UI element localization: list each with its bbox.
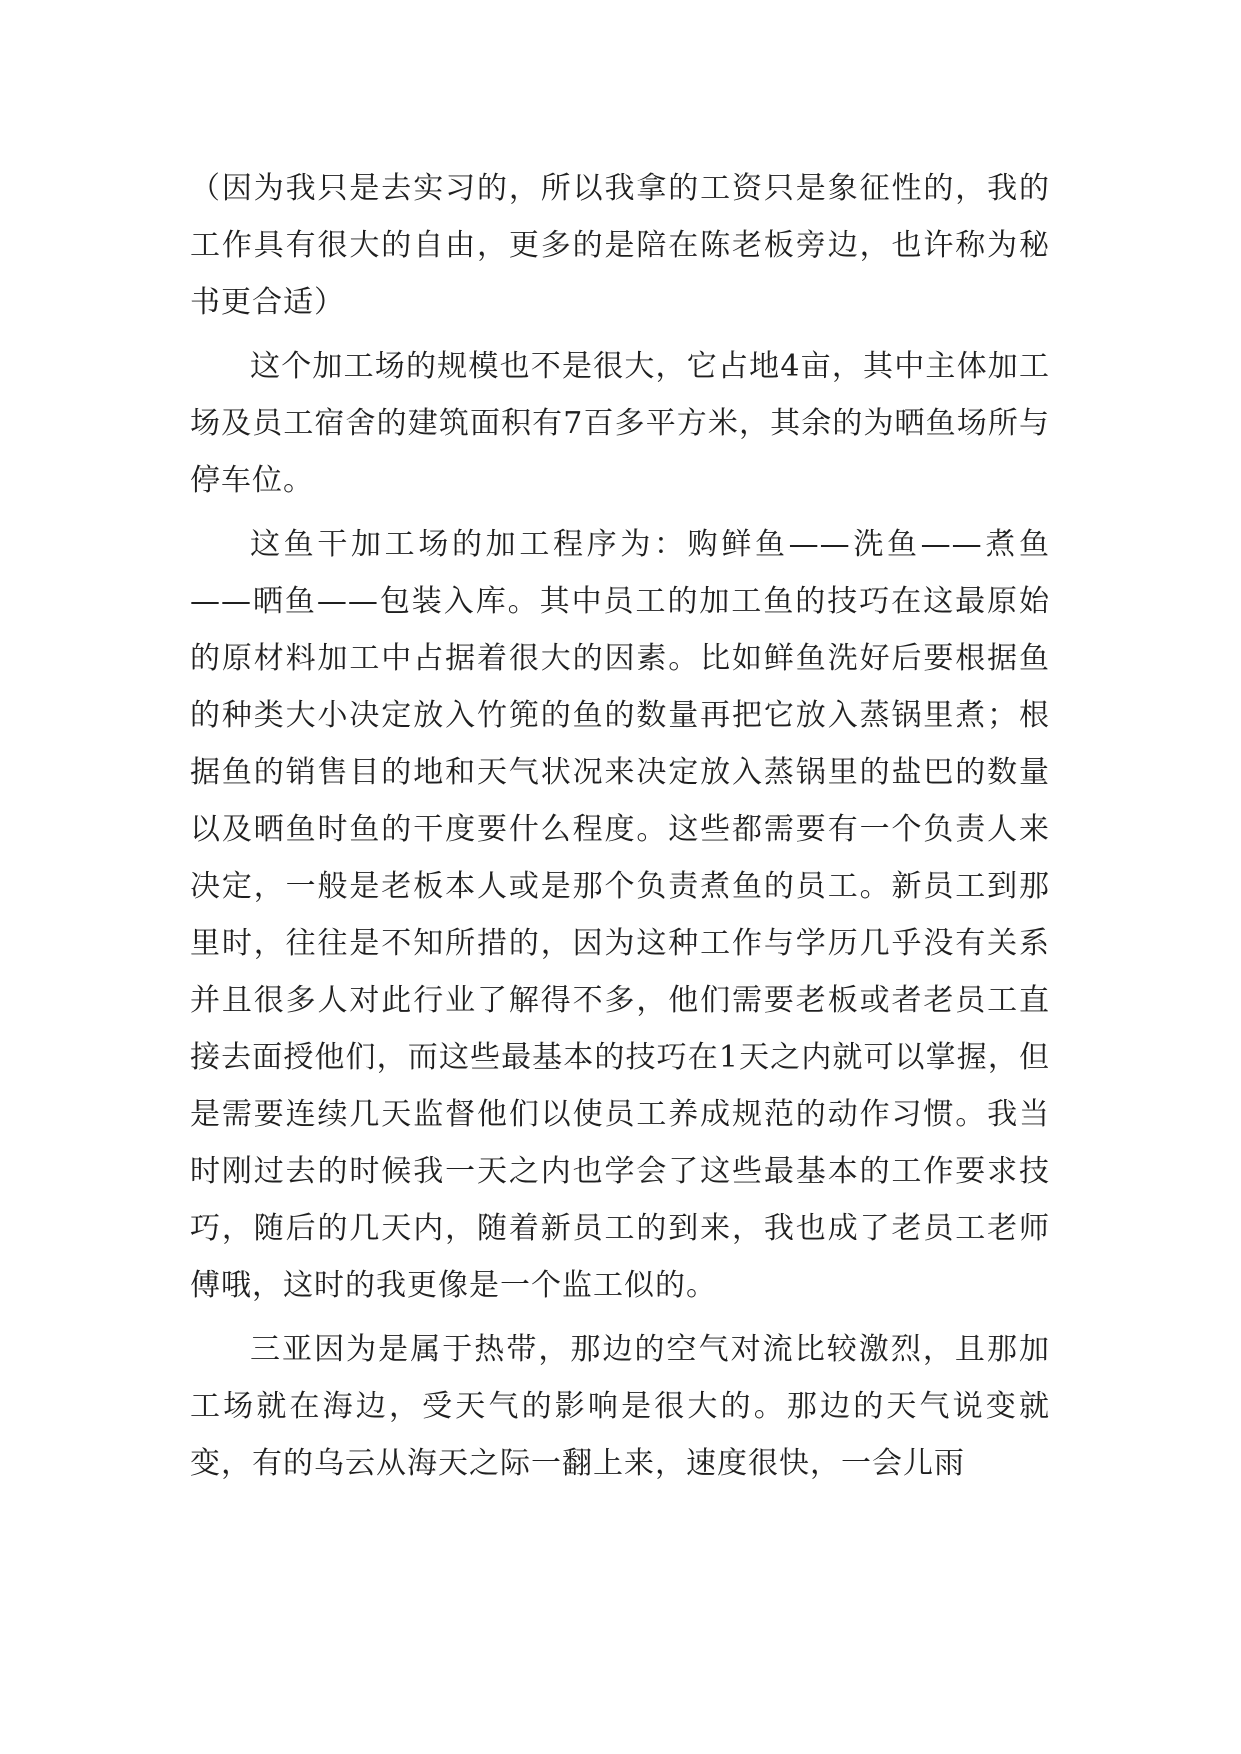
document-body — [190, 160, 1050, 1499]
paragraph-processing-procedure: 这鱼干加工场的加工程序为：购鲜鱼——洗鱼——煮鱼——晒鱼——包装入库。其中员工的加工鱼的技巧在这最原始的原材料加工中占据着很大的因素。比如鲜鱼洗好后要根据鱼的种类大小决定放入竹篼的鱼的数量再把它放入蒸锅里煮；根据鱼的销售目的地和天气状况来决定放入蒸锅里的盐巴的数量以及晒鱼时鱼的干度要什么程度。这些都需要有一个负责人来决定，一般是老板本人或是那个负责煮鱼的员工。新员工到那里时，往往是不知所措的，因为这种工作与学历几乎没有关系并且很多人对此行业了解得不多，他们需要老板或者老员工直接去面授他们，而这些最基本的技巧在1天之内就可以掌握，但是需要连续几天监督他们以使员工养成规范的动作习惯。我当时刚过去的时候我一天之内也学会了这些最基本的工作要求技巧，随后的几天内，随着新员工的到来，我也成了老员工老师傅哦，这时的我更像是一个监工似的。 — [190, 527, 1050, 1303]
paragraph-sanya-weather: 三亚因为是属于热带，那边的空气对流比较激烈，且那加工场就在海边，受天气的影响是很大的。那边的天气说变就变，有的乌云从海天之际一翻上来，速度很快，一会儿雨 — [190, 1332, 1050, 1481]
paragraph-internship-note: （因为我只是去实习的，所以我拿的工资只是象征性的，我的工作具有很大的自由，更多的是陪在陈老板旁边，也许称为秘书更合适） — [190, 171, 1050, 320]
paragraph-plant-scale: 这个加工场的规模也不是很大，它占地4亩，其中主体加工场及员工宿舍的建筑面积有7百多平方米，其余的为晒鱼场所与停车位。 — [190, 349, 1050, 498]
